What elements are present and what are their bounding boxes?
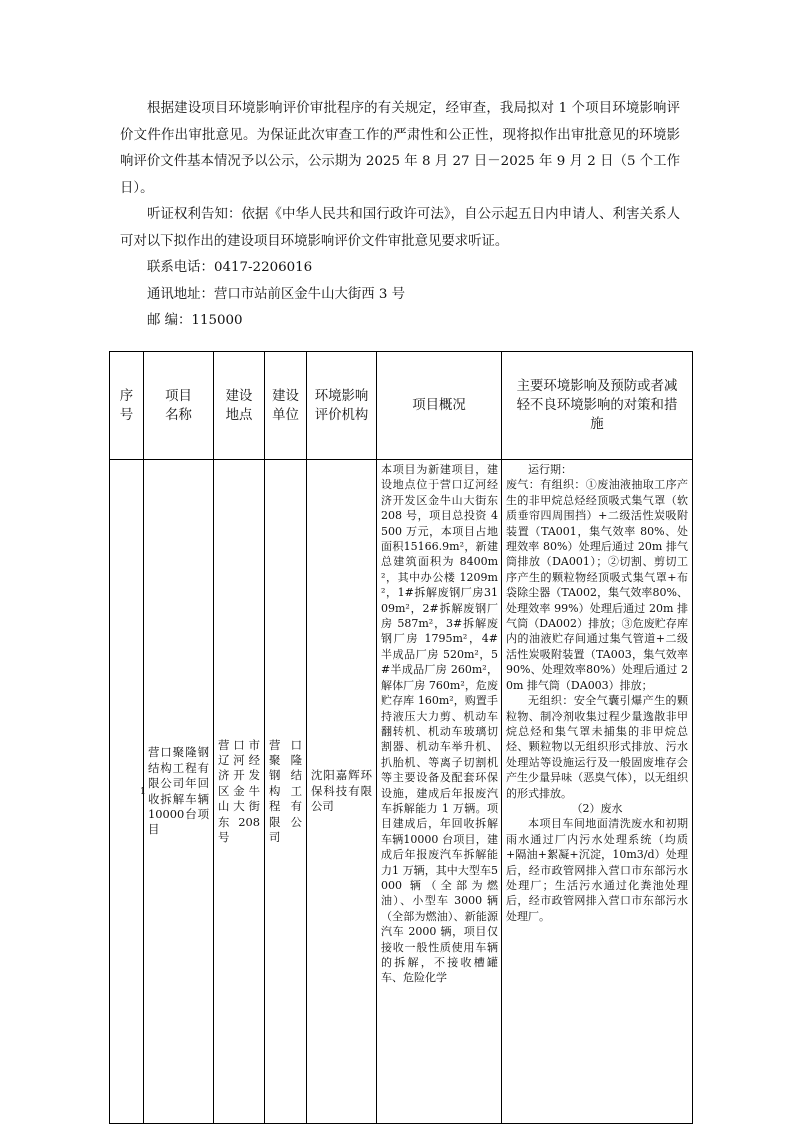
measure-organized-gas: 废气：有组织：①废油液抽取工序产生的非甲烷总烃经顶吸式集气罩（软质垂帘四周围挡）+二级活性炭吸附装置（TA001，集气效率 80%、处理效率 80%）处理后通过 20m 排气筒排放（DA001）；②切割、剪切工序产生的颗粒物经顶吸式集气罩+布袋除尘器（TA002，集气效率80%、处理效率 99%）处理后通过 20m 排气筒（DA002）排放；③危废贮存库内的油液贮存间通过集气管道+二级活性炭吸附装置（TA003，集气效率 90%、处理效率80%）处理后通过 20m 排气筒（DA003）排放； xyxy=(506,478,688,692)
header-seq: 序号 xyxy=(110,352,144,460)
row-project-name: 营口聚隆钢结构工程有限公司年回收拆解车辆10000台项目 xyxy=(144,460,214,1124)
measure-wastewater: 本项目车间地面清洗废水和初期雨水通过厂内污水处理系统（均质+隔油+絮凝+沉淀，10m3/d）处理后，经市政管网排入营口市东部污水处理厂；生活污水通过化粪池处理后，经市政管网排入营口市东部污水处理厂。 xyxy=(506,817,688,923)
contact-phone: 联系电话：0417-2206016 xyxy=(147,260,313,275)
contact-address: 通讯地址：营口市站前区金牛山大街西 3 号 xyxy=(147,286,406,302)
intro-section xyxy=(120,96,680,335)
header-agency: 环境影响评价机构 xyxy=(307,352,377,460)
postcode: 邮 编：115000 xyxy=(147,313,243,328)
table-header-row xyxy=(110,352,693,460)
measure-period: 运行期： xyxy=(528,463,572,476)
project-table xyxy=(109,351,693,1124)
measure-unorganized-gas: 无组织：安全气囊引爆产生的颗粒物、制冷剂收集过程少量逸散非甲烷总烃和集气罩未捕集的非甲烷总烃、颗粒物以无组织形式排放、污水处理站等设施运行及一般固废堆存会产生少量异味（恶臭气体），以无组织的形式排放。 xyxy=(506,694,688,800)
header-location: 建设地点 xyxy=(214,352,265,460)
row-measures xyxy=(502,460,693,1124)
header-measures: 主要环境影响及预防或者减轻不良环境影响的对策和措施 xyxy=(502,352,693,460)
intro-paragraph: 根据建设项目环境影响评价审批程序的有关规定，经审查，我局拟对 1 个项目环境影响评价文件作出审批意见。为保证此次审查工作的严肃性和公正性，现将拟作出审批意见的环境影响评价文件基本情况予以公示，公示期为 2025 年 8 月 27 日－2025 年 9 月 2 日（5 个工作日）。 xyxy=(120,101,680,196)
measure-wastewater-heading: （2）废水 xyxy=(571,801,623,815)
row-unit: 营口聚隆钢结构工程有限公司 xyxy=(265,460,307,1124)
hearing-notice: 听证权利告知：依据《中华人民共和国行政许可法》，自公示起五日内申请人、利害关系人可对以下拟作出的建设项目环境影响评价文件审批意见要求听证。 xyxy=(120,207,680,249)
header-project-name: 项目名称 xyxy=(144,352,214,460)
row-seq: 1 xyxy=(110,460,144,1124)
header-unit: 建设单位 xyxy=(265,352,307,460)
table-row xyxy=(110,460,693,1124)
header-overview: 项目概况 xyxy=(377,352,502,460)
row-agency: 沈阳嘉辉环保科技有限公司 xyxy=(307,460,377,1124)
row-overview: 本项目为新建项目，建设地点位于营口辽河经济开发区金牛山大街东 208 号，项目总投资 4500 万元，本项目占地面积15166.9m²，新建总建筑面积为 8400m²，其中办公楼 1209m²，1#拆解废钢厂房3109m²，2#拆解废钢厂房 587m²，3#拆解废钢厂房 1795m²，4#半成品厂房 520m²，5#半成品厂房 260m²，解体厂房 760m²，危废贮存库 160m²，购置手持液压大力剪、机动车翻转机、机动车玻璃切割器、机动车举升机、扒胎机、等离子切割机等主要设备及配套环保设施，建成后年报废汽车拆解能力 1 万辆。项目建成后，年回收拆解车辆10000 台项目，建成后年报废汽车拆解能力1 万辆，其中大型车5000 辆（全部为燃油）、小型车 3000 辆（全部为燃油）、新能源汽车 2000 辆，项目仅接收一般性质使用车辆的拆解，不接收槽罐车、危险化学 xyxy=(377,460,502,1124)
row-location: 营口市辽河经济开发区金牛山大街东 208号 xyxy=(214,460,265,1124)
